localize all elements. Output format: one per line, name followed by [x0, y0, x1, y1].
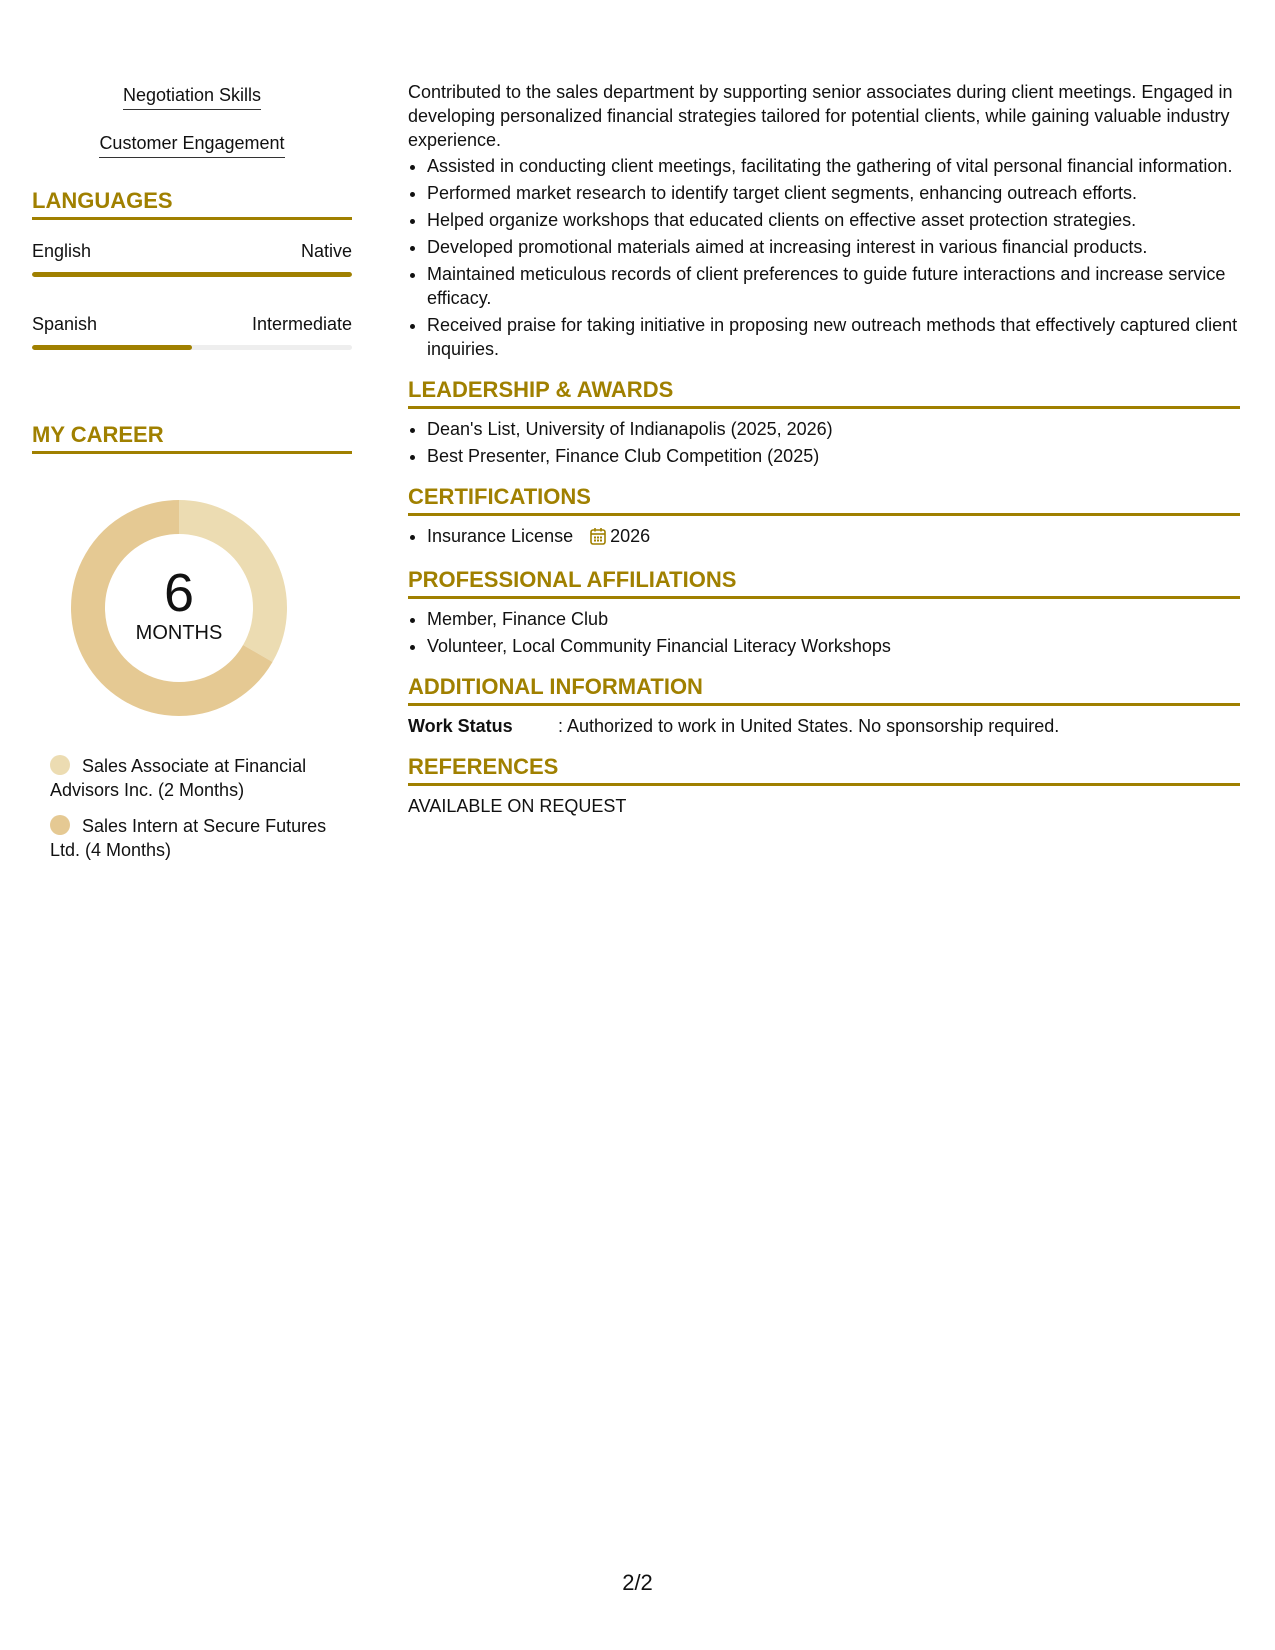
references-text: AVAILABLE ON REQUEST — [408, 796, 627, 816]
right-column — [408, 80, 1240, 818]
language-level: Native — [300, 241, 352, 261]
work-status-row — [408, 714, 1240, 738]
certification-item — [427, 524, 1240, 551]
career-legend-item — [50, 754, 340, 802]
career-donut-chart — [67, 496, 291, 720]
language-name: Spanish — [32, 314, 98, 334]
additional-info-heading: ADDITIONAL INFORMATION — [408, 674, 1240, 706]
experience-bullet: • Developed promotional materials aimed at increasing interest in various financial products. — [427, 235, 1240, 259]
affiliation-item: • Volunteer, Local Community Financial Literacy Workshops — [427, 634, 1240, 658]
language-proficiency-bar — [32, 272, 352, 277]
legend-dot — [50, 755, 70, 775]
affiliations-heading: PROFESSIONAL AFFILIATIONS — [408, 567, 1240, 599]
leadership-list — [408, 417, 1240, 468]
career-heading: MY CAREER — [32, 422, 352, 454]
experience-bullet: • Assisted in conducting client meetings, facilitating the gathering of vital personal financial information. — [427, 154, 1240, 178]
leadership-heading: LEADERSHIP & AWARDS — [408, 377, 1240, 409]
certifications-list — [408, 524, 1240, 551]
legend-dot — [50, 815, 70, 835]
certification-year: 2026 — [610, 526, 651, 546]
career-total-unit: MONTHS — [135, 622, 223, 644]
references-heading: REFERENCES — [408, 754, 1240, 786]
career-legend-label: Sales Associate at Financial Advisors Inc. (2 Months) — [50, 756, 307, 800]
skill-item — [32, 84, 352, 110]
experience-bullet: • Received praise for taking initiative in proposing new outreach methods that effectively captured client inquiries. — [427, 313, 1240, 361]
skill-label: Negotiation Skills — [123, 84, 261, 110]
calendar-icon — [590, 527, 606, 551]
left-column — [32, 84, 352, 874]
language-proficiency-bar — [32, 345, 352, 350]
language-proficiency-fill — [32, 345, 192, 350]
skill-label: Customer Engagement — [99, 132, 284, 158]
experience-summary: Contributed to the sales department by supporting senior associates during client meetings. Engaged in developing personalized financial strategies tailored for potential clients, while gaining valuable industry experience. — [408, 82, 1233, 150]
languages-heading: LANGUAGES — [32, 188, 352, 220]
affiliations-list — [408, 607, 1240, 658]
career-legend-label: Sales Intern at Secure Futures Ltd. (4 Months) — [50, 816, 327, 860]
experience-bullets — [408, 154, 1240, 361]
certifications-heading: CERTIFICATIONS — [408, 484, 1240, 516]
leadership-item: • Dean's List, University of Indianapolis (2025, 2026) — [427, 417, 1240, 441]
work-status-value: : Authorized to work in United States. No sponsorship required. — [558, 716, 1060, 736]
work-status-label: Work Status — [408, 716, 513, 736]
certification-name: Insurance License — [427, 526, 574, 546]
affiliation-item: • Member, Finance Club — [427, 607, 1240, 631]
language-item — [32, 313, 352, 350]
leadership-item: • Best Presenter, Finance Club Competition (2025) — [427, 444, 1240, 468]
language-name: English — [32, 241, 92, 261]
experience-bullet: • Performed market research to identify target client segments, enhancing outreach efforts. — [427, 181, 1240, 205]
career-legend — [50, 754, 352, 862]
experience-bullet: • Helped organize workshops that educated clients on effective asset protection strategies. — [427, 208, 1240, 232]
career-legend-item — [50, 814, 340, 862]
language-proficiency-fill — [32, 272, 352, 277]
skill-item — [32, 132, 352, 158]
page-number: 2/2 — [622, 1570, 653, 1595]
career-total-months: 6 — [163, 563, 195, 623]
language-item — [32, 240, 352, 277]
donut-center — [67, 496, 291, 720]
language-level: Intermediate — [251, 314, 352, 334]
experience-bullet: • Maintained meticulous records of client preferences to guide future interactions and increase service efficacy. — [427, 262, 1240, 310]
